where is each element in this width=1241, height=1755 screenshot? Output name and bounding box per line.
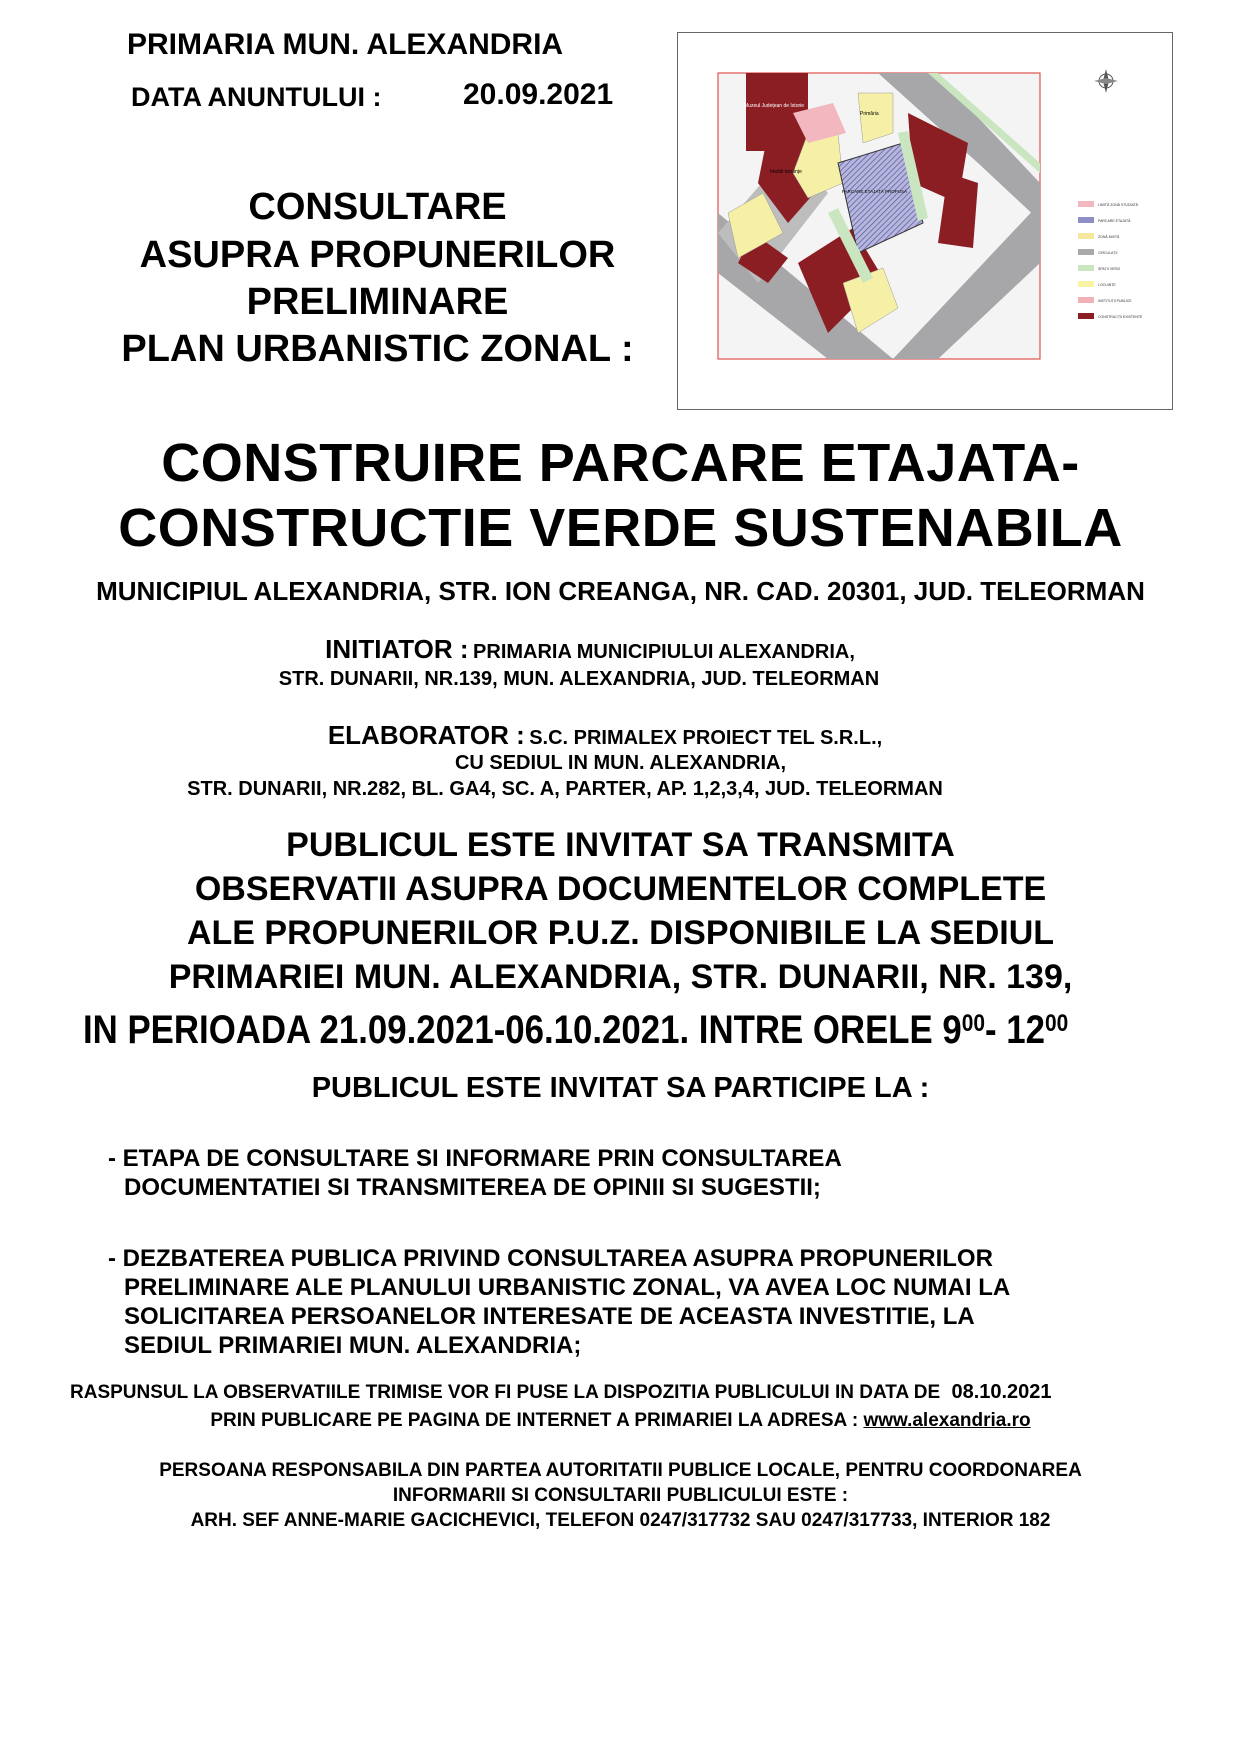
contact-line-1: PERSOANA RESPONSABILA DIN PARTEA AUTORITATII PUBLICE LOCALE, PENTRU COORDONAREA	[159, 1460, 1082, 1481]
participate-item-2-line-2: PRELIMINARE ALE PLANULUI URBANISTIC ZONAL, VA AVEA LOC NUMAI LA	[124, 1274, 1011, 1301]
project-title-line-2: CONSTRUCTIE VERDE SUSTENABILA	[118, 498, 1123, 558]
period-end-sup: 00	[1044, 1010, 1069, 1037]
svg-text:LOCUINȚE: LOCUINȚE	[1098, 283, 1116, 287]
response-line-2-block	[0, 1408, 1241, 1433]
project-address: MUNICIPIUL ALEXANDRIA, STR. ION CREANGA, NR. CAD. 20301, JUD. TELEORMAN	[96, 576, 1145, 606]
consultation-line-4: PLAN URBANISTIC ZONAL :	[121, 328, 634, 370]
urban-plan-image	[677, 32, 1173, 410]
response-line-2: PRIN PUBLICARE PE PAGINA DE INTERNET A PRIMARIEI LA ADRESA :	[210, 1410, 859, 1431]
consultation-line-3: PRELIMINARE	[246, 281, 509, 323]
plan-label-top: Muzeul Județean de Istorie	[744, 103, 805, 109]
participate-item-1-line-1: - ETAPA DE CONSULTARE SI INFORMARE PRIN CONSULTAREA	[108, 1145, 842, 1172]
invitation-line-1: PUBLICUL ESTE INVITAT SA TRANSMITA	[286, 826, 955, 864]
participate-item-2-line-4: SEDIUL PRIMARIEI MUN. ALEXANDRIA;	[124, 1332, 582, 1359]
participate-heading: PUBLICUL ESTE INVITAT SA PARTICIPE LA :	[311, 1072, 930, 1104]
invitation-line-4: PRIMARIEI MUN. ALEXANDRIA, STR. DUNARII, NR. 139,	[168, 958, 1073, 996]
response-line-1: RASPUNSUL LA OBSERVATIILE TRIMISE VOR FI PUSE LA DISPOZITIA PUBLICULUI IN DATA DE	[70, 1382, 941, 1403]
participate-item-2-line-1: - DEZBATEREA PUBLICA PRIVIND CONSULTAREA ASUPRA PROPUNERILOR	[108, 1245, 993, 1272]
svg-text:ZONĂ MIXTĂ: ZONĂ MIXTĂ	[1098, 235, 1120, 239]
svg-text:SPAȚII VERZI: SPAȚII VERZI	[1098, 267, 1121, 271]
date-value: 20.09.2021	[463, 78, 614, 111]
svg-text:CONSTRUCȚII EXISTENTE: CONSTRUCȚII EXISTENTE	[1098, 315, 1143, 319]
website-link[interactable]: www.alexandria.ro	[863, 1410, 1031, 1431]
participate-item-1-line-2: DOCUMENTATIEI SI TRANSMITEREA DE OPINII SI SUGESTII;	[124, 1174, 821, 1201]
initiator-label: INITIATOR :	[325, 634, 469, 664]
invitation-line-2: OBSERVATII ASUPRA DOCUMENTELOR COMPLETE	[194, 870, 1047, 908]
plan-label-center: PARCARE ETAJATĂ PROPUSĂ	[842, 189, 908, 194]
elaborator-line-3: STR. DUNARII, NR.282, BL. GA4, SC. A, PARTER, AP. 1,2,3,4, JUD. TELEORMAN	[187, 778, 943, 800]
date-label: DATA ANUNTULUI :	[131, 82, 382, 112]
plan-label-right: Primăria	[860, 111, 879, 117]
period-start-sup: 00	[961, 1010, 985, 1037]
svg-text:INSTITUȚII PUBLICE: INSTITUȚII PUBLICE	[1098, 299, 1132, 303]
svg-text:LIMITĂ ZONĂ STUDIATĂ: LIMITĂ ZONĂ STUDIATĂ	[1098, 203, 1138, 207]
plan-legend	[1078, 201, 1143, 319]
elaborator-block	[230, 720, 980, 751]
project-title-line-1: CONSTRUIRE PARCARE ETAJATA-	[161, 433, 1080, 493]
initiator-line-2: STR. DUNARII, NR.139, MUN. ALEXANDRIA, JUD. TELEORMAN	[278, 668, 880, 690]
contact-line-2: INFORMARII SI CONSULTARII PUBLICULUI ESTE :	[392, 1485, 849, 1506]
plan-label-left: Imobil locuințe	[770, 169, 802, 175]
institution-name: PRIMARIA MUN. ALEXANDRIA	[127, 28, 564, 61]
elaborator-line-1: S.C. PRIMALEX PROIECT TEL S.R.L.,	[529, 727, 883, 749]
consultation-line-1: CONSULTARE	[248, 186, 507, 228]
elaborator-label: ELABORATOR :	[327, 720, 525, 750]
svg-text:PARCARE ETAJATĂ: PARCARE ETAJATĂ	[1098, 219, 1131, 223]
response-date: 08.10.2021	[951, 1381, 1052, 1403]
period-dash: - 12	[984, 1008, 1045, 1052]
period-text: IN PERIOADA 21.09.2021-06.10.2021. INTRE ORELE 9	[83, 1008, 962, 1052]
response-line-1-block	[70, 1380, 1052, 1405]
north-arrow-icon	[1094, 69, 1118, 93]
consultation-period	[83, 1008, 1068, 1053]
initiator-block	[240, 634, 940, 665]
initiator-line-1: PRIMARIA MUNICIPIULUI ALEXANDRIA,	[473, 641, 855, 663]
elaborator-line-2: CU SEDIUL IN MUN. ALEXANDRIA,	[454, 752, 787, 774]
participate-item-2-line-3: SOLICITAREA PERSOANELOR INTERESATE DE ACEASTA INVESTITIE, LA	[124, 1303, 975, 1330]
svg-text:CIRCULAȚII: CIRCULAȚII	[1098, 251, 1118, 255]
invitation-line-3: ALE PROPUNERILOR P.U.Z. DISPONIBILE LA SEDIUL	[186, 914, 1055, 952]
contact-line-3: ARH. SEF ANNE-MARIE GACICHEVICI, TELEFON 0247/317732 SAU 0247/317733, INTERIOR 182	[190, 1510, 1051, 1531]
consultation-line-2: ASUPRA PROPUNERILOR	[139, 234, 616, 276]
